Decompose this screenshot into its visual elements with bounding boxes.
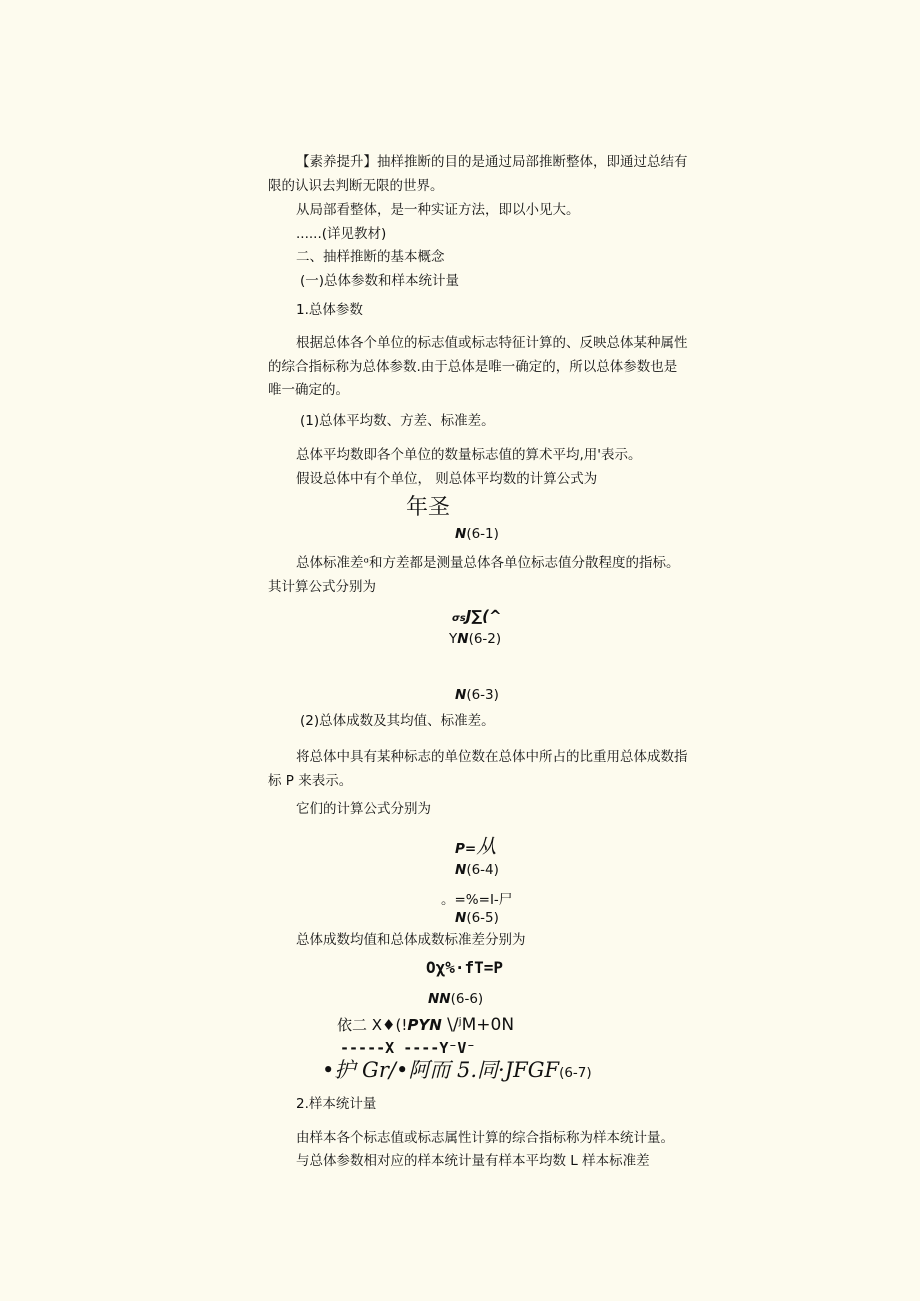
- population-mean-line: 总体平均数即各个单位的数量标志值的算术平均,用'表示。: [296, 447, 642, 463]
- population-parameter-heading: 1.总体参数: [296, 302, 363, 318]
- mean-variance-heading: (1)总体平均数、方差、标准差。: [300, 413, 495, 429]
- literacy-line-1: 【素养提升】抽样推断的目的是通过局部推断整体，即通过总结有: [296, 154, 688, 170]
- population-mean-formula-intro: 假设总体中有个单位， 则总体平均数的计算公式为: [296, 471, 598, 487]
- formula-6-5-main: 。=%=I-尸: [441, 892, 513, 908]
- see-textbook-line: ......(详见教材): [296, 226, 387, 242]
- formula-6-6-label: NN(6-6): [428, 991, 484, 1007]
- literacy-line-2: 限的认识去判断无限的世界。: [268, 178, 444, 194]
- formula-6-1-main: 年圣: [406, 495, 451, 520]
- proportion-formula-intro: 它们的计算公式分别为: [296, 801, 431, 817]
- sample-statistic-definition: 由样本各个标志值或标志属性计算的综合指标称为样本统计量。: [296, 1130, 674, 1146]
- population-parameter-paragraph: 根据总体各个单位的标志值或标志特征计算的、反映总体某种属性的综合指标称为总体参数.由于总体是唯一确定的，所以总体参数也是唯一确定的。: [268, 335, 688, 398]
- formula-6-4-main: P=从: [455, 834, 497, 858]
- formula-6-2-label: YN(6-2): [449, 631, 502, 647]
- part-to-whole-line: 从局部看整体，是一种实证方法，即以小见大。: [296, 202, 580, 218]
- formula-6-7-line-1: 依二 X♦(!PYN \/ʲM+0N: [337, 1015, 515, 1035]
- proportion-mean-std-intro: 总体成数均值和总体成数标准差分别为: [296, 932, 526, 948]
- formula-6-4-label: N(6-4): [455, 862, 499, 878]
- proportion-heading: (2)总体成数及其均值、标准差。: [300, 713, 495, 729]
- formula-6-3-label: N(6-3): [455, 687, 499, 703]
- formula-6-2-main: σsJ∑(^: [452, 607, 502, 625]
- sample-statistic-heading: 2.样本统计量: [296, 1096, 377, 1112]
- sample-statistic-list: 与总体参数相对应的样本统计量有样本平均数 L 样本标准差: [296, 1153, 650, 1169]
- subsection-heading: (一)总体参数和样本统计量: [300, 273, 460, 289]
- formula-6-7-line-3: •护 Gr/•阿而 5.同·JFGF(6-7): [322, 1058, 592, 1082]
- proportion-paragraph: 将总体中具有某种标志的单位数在总体中所占的比重用总体成数指标 P 来表示。: [268, 749, 688, 789]
- standard-deviation-paragraph: 总体标准差ᵅ和方差都是测量总体各单位标志值分散程度的指标。其计算公式分别为: [268, 555, 680, 595]
- section-heading: 二、抽样推断的基本概念: [296, 249, 445, 265]
- formula-6-7-line-2: -----X ----Y⁻V⁻: [340, 1039, 476, 1057]
- formula-6-5-label: N(6-5): [455, 910, 499, 926]
- formula-6-6-main: Oχ%·fT=P: [426, 958, 504, 977]
- formula-6-1-label: N(6-1): [455, 526, 499, 542]
